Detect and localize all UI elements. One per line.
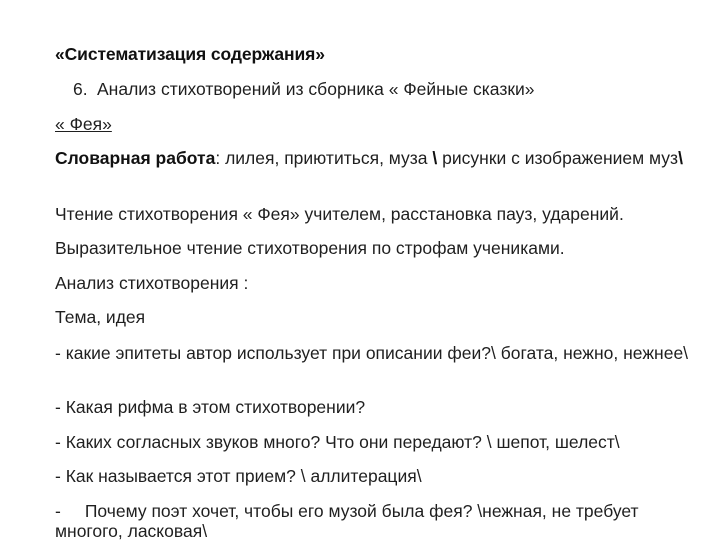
question-device: - Как называется этот прием? \ аллитерация\: [55, 466, 422, 486]
poem-title-paragraph: [55, 114, 695, 134]
item-number: 6.: [73, 79, 88, 99]
theme-paragraph: Тема, идея: [55, 307, 146, 327]
numbered-item: [73, 79, 708, 99]
question-muse-text: Почему поэт хочет, чтобы его музой была фея? \нежная, не требует многого, ласковая\: [55, 501, 639, 541]
section-heading: «Систематизация содержания»: [55, 44, 325, 64]
vocabulary-text: : лилея, приютиться, муза: [215, 148, 433, 168]
reading-teacher-paragraph: Чтение стихотворения « Фея» учителем, расстановка пауз, ударений.: [55, 204, 624, 224]
question-muse-dash: -: [55, 501, 61, 521]
question-muse: [55, 501, 695, 541]
question-epithets: - какие эпитеты автор использует при описании феи?\ богата, нежно, нежнее\: [55, 343, 689, 363]
vocabulary-end: \: [678, 148, 683, 168]
vocabulary-text-2: рисунки с изображением муз: [437, 148, 679, 168]
poem-title: « Фея»: [55, 114, 112, 134]
question-rhyme: - Какая рифма в этом стихотворении?: [55, 397, 366, 417]
reading-students-paragraph: Выразительное чтение стихотворения по строфам учениками.: [55, 238, 565, 258]
analysis-title: Анализ стихотворения :: [55, 273, 249, 293]
vocabulary-separator: \: [432, 148, 438, 168]
question-consonants: - Каких согласных звуков много? Что они передают? \ шепот, шелест\: [55, 432, 620, 452]
vocabulary-label: Словарная работа: [55, 148, 216, 168]
vocabulary-paragraph: [55, 148, 695, 168]
item-text: Анализ стихотворений из сборника « Фейные сказки»: [97, 79, 535, 99]
